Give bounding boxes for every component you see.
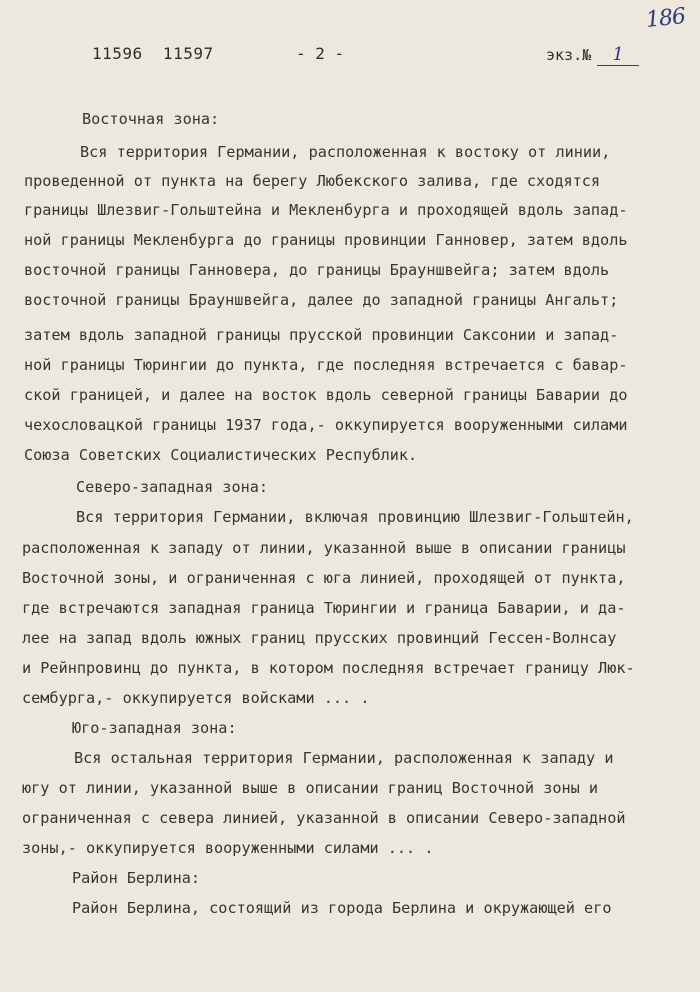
- document-numbers: 11596 11597: [92, 44, 214, 63]
- text-line: затем вдоль западной границы прусской провинции Саксонии и запад-: [24, 326, 619, 344]
- text-line: Вся территория Германии, включая провинцию Шлезвиг-Гольштейн,: [76, 508, 634, 526]
- copy-number-field: [546, 46, 639, 66]
- text-line: Вся территория Германии, расположенная к востоку от линии,: [80, 143, 611, 161]
- text-line: восточной границы Ганновера, до границы Брауншвейга; затем вдоль: [24, 261, 610, 279]
- text-line: Вся остальная территория Германии, расположенная к западу и: [74, 749, 614, 767]
- text-line: границы Шлезвиг-Гольштейна и Мекленбурга и проходящей вдоль запад-: [24, 201, 628, 219]
- text-line: ограниченная с севера линией, указанной в описании Северо-западной: [22, 809, 626, 827]
- text-line: Союза Советских Социалистических Республик.: [24, 446, 418, 464]
- section-heading-northwest-zone: Северо-западная зона:: [76, 478, 269, 496]
- text-line: сембурга,- оккупируется войсками ... .: [22, 689, 370, 707]
- copy-number-handwritten: 1: [597, 47, 639, 66]
- text-line: расположенная к западу от линии, указанной выше в описании границы: [22, 539, 626, 557]
- text-line: ной границы Тюрингии до пункта, где последняя встречается с бавар-: [24, 356, 628, 374]
- text-line: проведенной от пункта на берегу Любекского залива, где сходятся: [24, 172, 601, 190]
- text-line: Восточной зоны, и ограниченная с юга линией, проходящей от пункта,: [22, 569, 626, 587]
- text-line: восточной границы Брауншвейга, далее до западной границы Ангальт;: [24, 291, 619, 309]
- text-line: югу от линии, указанной выше в описании границ Восточной зоны и: [22, 779, 599, 797]
- section-heading-southwest-zone: Юго-западная зона:: [72, 719, 237, 737]
- section-heading-berlin-area: Район Берлина:: [72, 869, 201, 887]
- text-line: ской границей, и далее на восток вдоль северной границы Баварии до: [24, 386, 628, 404]
- handwritten-folio-number: 186: [644, 4, 687, 33]
- text-line: и Рейнпровинц до пункта, в котором последняя встречает границу Люк-: [22, 659, 635, 677]
- copy-label: экз.№: [546, 46, 592, 64]
- text-line: Район Берлина, состоящий из города Берлина и окружающей его: [72, 899, 612, 917]
- page-number: - 2 -: [296, 44, 345, 63]
- text-line: чехословацкой границы 1937 года,- оккупируется вооруженными силами: [24, 416, 628, 434]
- text-line: ной границы Мекленбурга до границы провинции Ганновер, затем вдоль: [24, 231, 628, 249]
- text-line: лее на запад вдоль южных границ прусских провинций Гессен-Волнсау: [22, 629, 617, 647]
- text-line: зоны,- оккупируется вооруженными силами ... .: [22, 839, 434, 857]
- text-line: где встречаются западная граница Тюрингии и граница Баварии, и да-: [22, 599, 626, 617]
- section-heading-eastern-zone: Восточная зона:: [82, 110, 220, 128]
